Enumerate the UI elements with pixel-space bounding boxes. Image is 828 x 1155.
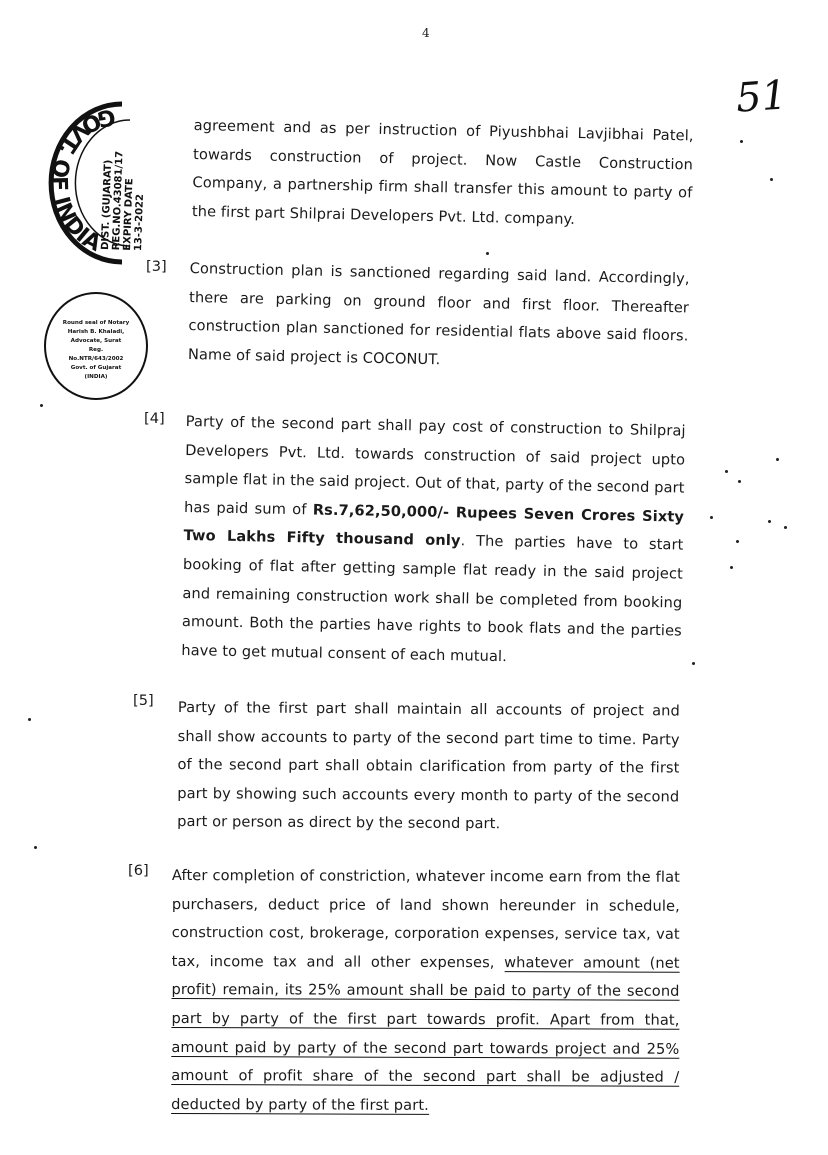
scan-speck bbox=[34, 846, 37, 849]
scan-speck bbox=[692, 662, 695, 665]
clause-6 bbox=[171, 862, 680, 1121]
clause-6-text-plain: After completion of constriction, whatever income earn from the flat purchasers, deduct price of land shown hereunder in schedule, construction cost, brokerage, corporation expenses, service tax, vat tax, income tax and all other expenses, bbox=[171, 867, 680, 971]
small-seal-line-3: Advocate, Surat bbox=[70, 338, 122, 344]
clause-5-text: Party of the first part shall maintain all accounts of project and shall show accounts to party of the second part time to time. Party of the second part shall obtain clarification from party of the first part by showing such accounts every month to party of the second part or person as direct by the second part. bbox=[177, 698, 680, 833]
page-number: 4 bbox=[422, 26, 430, 40]
clause-number-5: [5] bbox=[133, 692, 154, 709]
scan-speck bbox=[40, 404, 43, 407]
scan-speck bbox=[740, 140, 743, 143]
scan-speck bbox=[738, 480, 741, 483]
clause-6-text bbox=[171, 862, 680, 1121]
small-seal-line-2: Harish B. Khaladi, bbox=[67, 329, 125, 335]
paragraph-continuation-text: agreement and as per instruction of Piyushbhai Lavjibhai Patel, towards construction of project. Now Castle Construction Company, a partnership firm shall transfer this amount to party of the first part Shilprai Developers Pvt. Ltd. company. bbox=[191, 116, 694, 228]
notary-seal-large bbox=[44, 100, 194, 270]
clause-number-4: [4] bbox=[144, 410, 165, 427]
clause-3-text: Construction plan is sanctioned regarding said land. Accordingly, there are parking on ground floor and first floor. Thereafter construction plan sanctioned for residential flats above said floors. Name of said project is COCONUT. bbox=[187, 259, 690, 369]
scan-speck bbox=[28, 718, 31, 721]
scan-speck bbox=[736, 540, 739, 543]
clause-number-6: [6] bbox=[128, 862, 149, 879]
clause-4-amount: Rs.7,62,50,000/- Rupees Seven Crores Sixty Two Lakhs Fifty thousand only bbox=[183, 501, 685, 550]
clause-4-text-before: Party of the second part shall pay cost of construction to Shilpraj Developers Pvt. Ltd. towards construction of said project upto sample flat in the said project. Out of that, party of the second part has paid sum of bbox=[183, 412, 686, 519]
scan-speck bbox=[710, 516, 713, 519]
scan-speck bbox=[768, 520, 771, 523]
small-seal-line-5: No.NTR/643/2002 bbox=[68, 356, 124, 362]
clause-number-3: [3] bbox=[146, 258, 167, 275]
clause-4-text bbox=[181, 408, 686, 675]
seal-arc-text: GOVT. OF INDIA bbox=[45, 103, 118, 257]
scan-speck bbox=[784, 526, 787, 529]
clause-4-text-after: . The parties have to start booking of flat after getting sample flat ready in the said project and remaining construction work shall be completed from booking amount. Both the parties have rights to book flats and the parties have to get mutual consent of each mutual. bbox=[181, 532, 684, 665]
handwritten-page-mark: 51 bbox=[734, 72, 789, 122]
seal-line-4: 13-3-2022 bbox=[132, 193, 146, 252]
seal-line-2: REG.NO.43081/17 bbox=[110, 150, 126, 251]
small-seal-line-1: Round seal of Notary bbox=[62, 320, 130, 326]
small-seal-line-6: Govt. of Gujarat bbox=[70, 365, 122, 371]
clause-4 bbox=[181, 408, 686, 675]
clause-3 bbox=[188, 255, 690, 380]
scan-speck bbox=[730, 566, 733, 569]
scan-speck bbox=[725, 470, 728, 473]
clause-5 bbox=[177, 694, 680, 840]
seal-line-3: EXPIRY DATE bbox=[121, 178, 136, 251]
scan-speck bbox=[776, 458, 779, 461]
clause-6-underlined: whatever amount (net profit) remain, its 25% amount shall be paid to party of the second part by party of the first part towards profit. Apart from that, amount paid by party of the second part towards project and 25% amount of profit share of the second part shall be adjusted / deducted by party of the first part. bbox=[171, 953, 680, 1114]
small-seal-line-7: (INDIA) bbox=[84, 374, 108, 380]
scan-speck bbox=[486, 252, 489, 255]
small-seal-line-4: Reg. bbox=[88, 347, 104, 353]
notary-seal-small bbox=[42, 290, 150, 402]
scan-speck bbox=[770, 178, 773, 181]
paragraph-continuation bbox=[192, 112, 694, 237]
seal-line-1: DIST. (GUJARAT) bbox=[100, 159, 115, 251]
